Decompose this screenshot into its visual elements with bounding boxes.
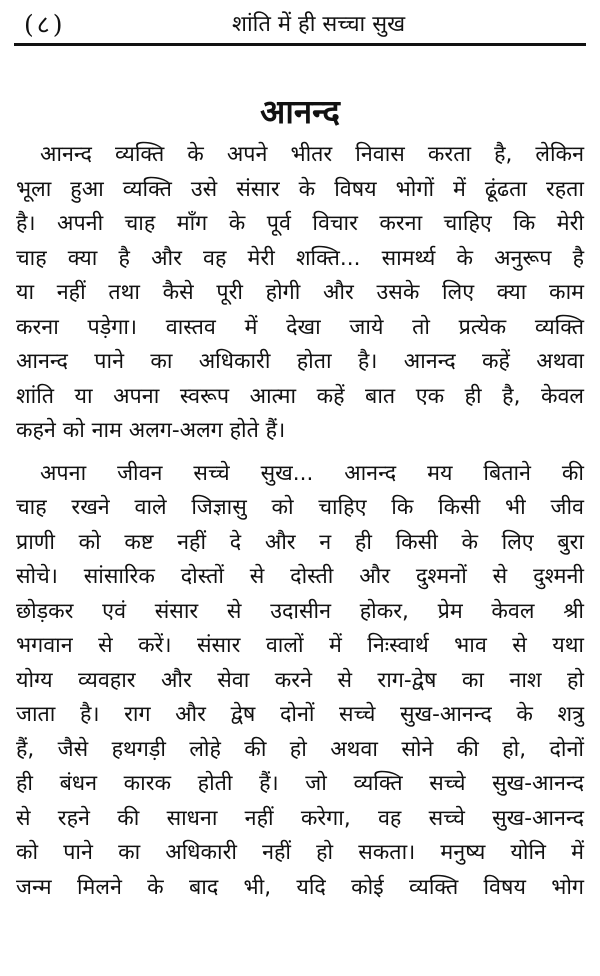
text-line: या नहीं तथा कैसे पूरी होगी और उसके लिए क्या काम [16,280,584,305]
text-line: भूला हुआ व्यक्ति उसे संसार के विषय भोगों में ढूंढता रहता [16,176,584,202]
text-line: कहने को नाम अलग-अलग होते हैं। [16,418,286,443]
text-line: है। अपनी चाह माँग के पूर्व विचार करना चाहिए कि मेरी [16,211,584,236]
paragraph-2 [14,457,586,906]
text-line: ही बंधन कारक होती हैं। जो व्यक्ति सच्चे सुख-आनन्द [16,771,584,796]
text-line: जन्म मिलने के बाद भी, यदि कोई व्यक्ति विषय भोग [16,874,584,900]
text-line: आनन्द पाने का अधिकारी होता है। आनन्द कहें अथवा [16,349,584,374]
text-line: हैं, जैसे हथगड़ी लोहे की हो अथवा सोने की हो, दोनों [16,736,584,762]
text-line: अपना जीवन सच्चे सुख... आनन्द मय बिताने की [40,460,584,486]
paragraph-1 [14,138,586,449]
text-line: शांति या अपना स्वरूप आत्मा कहें बात एक ही है, केवल [16,383,584,409]
text-line: से रहने की साधना नहीं करेगा, वह सच्चे सुख-आनन्द [16,805,584,831]
text-line: योग्य व्यवहार और सेवा करने से राग-द्वेष का नाश हो [16,667,584,693]
text-line: सोचे। सांसारिक दोस्तों से दोस्ती और दुश्मनों से दुश्मनी [16,564,584,589]
text-line: आनन्द व्यक्ति के अपने भीतर निवास करता है, लेकिन [40,142,584,167]
book-title: शांति में ही सच्चा सुख [232,12,406,37]
chapter-title: आनन्द [260,92,340,131]
text-line: प्राणी को कष्ट नहीं दे और न ही किसी के लिए बुरा [16,529,584,555]
text-line: करना पड़ेगा। वास्तव में देखा जाये तो प्रत्येक व्यक्ति [16,314,584,340]
text-line: चाह रखने वाले जिज्ञासु को चाहिए कि किसी भी जीव [16,495,584,520]
running-header [14,8,586,46]
text-line: भगवान से करें। संसार वालों में निःस्वार्थ भाव से यथा [16,633,584,658]
text-line: छोड़कर एवं संसार से उदासीन होकर, प्रेम केवल श्री [16,598,584,624]
text-line: चाह क्या है और वह मेरी शक्ति... सामर्थ्य के अनुरूप है [16,245,584,271]
text-line: जाता है। राग और द्वेष दोनों सच्चे सुख-आनन्द के शत्रु [16,702,584,727]
page-number: (८) [24,10,66,39]
body-text [14,138,586,905]
text-line: को पाने का अधिकारी नहीं हो सकता। मनुष्य योनि में [16,840,584,865]
